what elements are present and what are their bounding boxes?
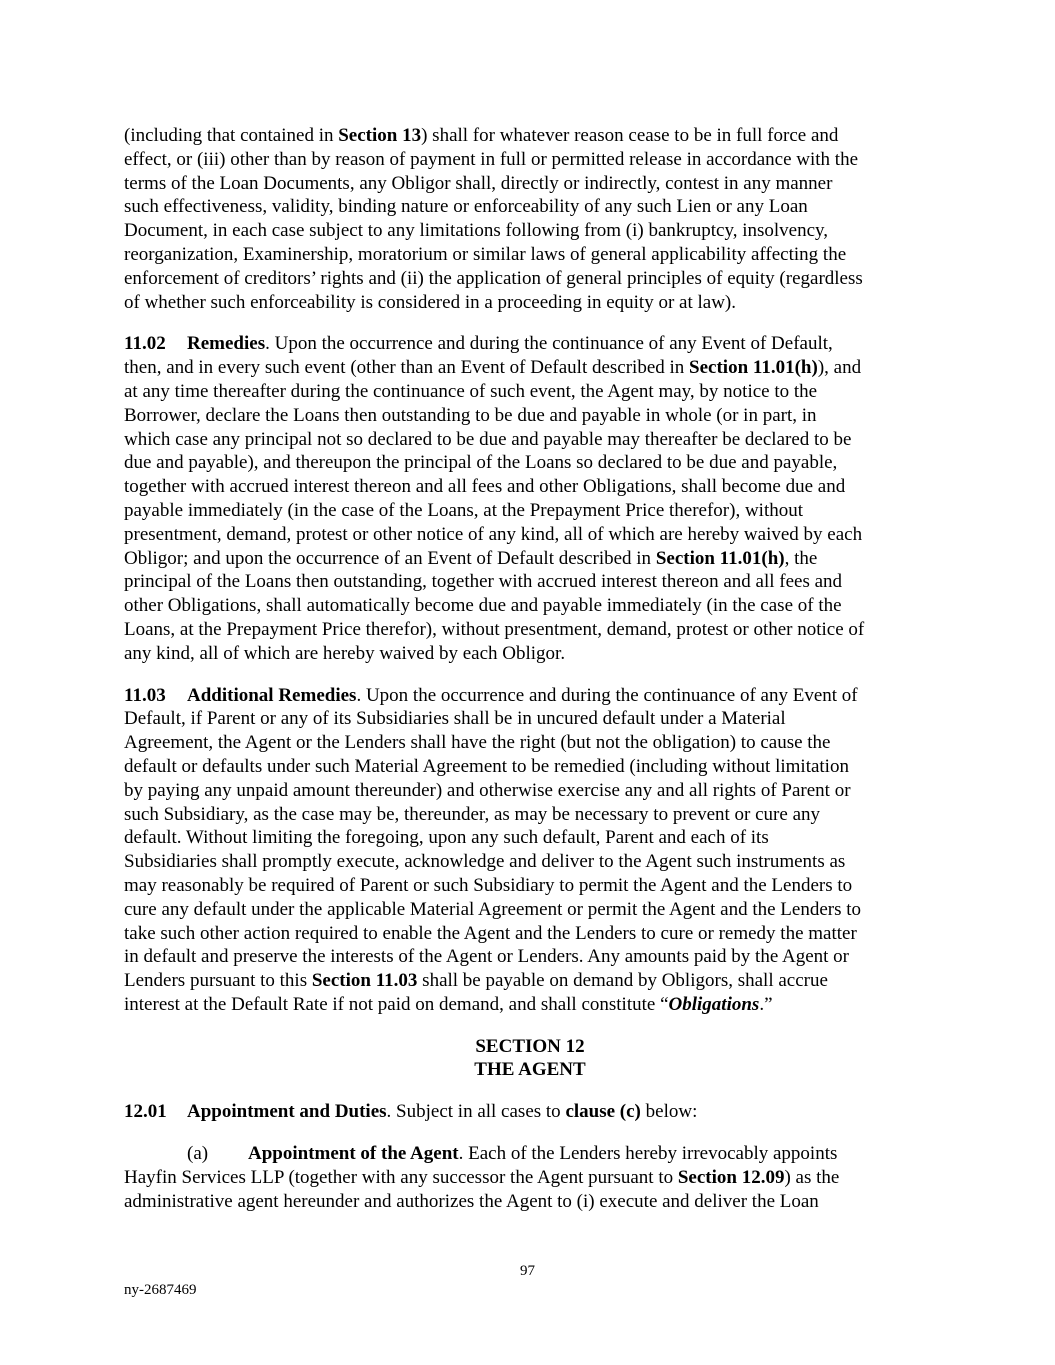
section-title: Remedies (187, 333, 266, 355)
heading-line: THE AGENT (474, 1059, 586, 1081)
document-page (124, 124, 936, 1231)
text-line: cure any default under the applicable Material Agreement or permit the Agent and the Lenders to (124, 898, 862, 920)
section-title: Appointment and Duties (187, 1101, 387, 1123)
text-line: Agreement, the Agent or the Lenders shall have the right (but not the obligation) to cause the (124, 732, 831, 754)
text-line: (including that contained in Section 13) shall for whatever reason cease to be in full force and (124, 125, 839, 146)
text-line: payable immediately (in the case of the Loans, at the Prepayment Price therefor), without (124, 499, 804, 521)
text-line: enforcement of creditors’ rights and (ii) the application of general principles of equity (regardless (124, 267, 863, 289)
text-line: due and payable), and thereupon the principal of the Loans so declared to be due and payable, (124, 452, 838, 474)
section-title: Additional Remedies (187, 684, 357, 706)
text-line: Document, in each case subject to any limitations following from (i) bankruptcy, insolvency, (124, 220, 829, 242)
section-12-01-a-paragraph (124, 1142, 936, 1213)
text-line: may reasonably be required of Parent or such Subsidiary to permit the Agent and the Lenders to (124, 874, 853, 896)
text-line: Borrower, declare the Loans then outstanding to be due and payable in whole (or in part, in (124, 404, 817, 426)
text-line: presentment, demand, protest or other notice of any kind, all of which are hereby waived by each (124, 523, 863, 545)
subclause-label: (a) (187, 1143, 209, 1165)
section-12-01-paragraph (124, 1100, 936, 1124)
text-line: 11.02 Remedies. Upon the occurrence and during the continuance of any Event of Default, (124, 333, 833, 355)
text-line: of whether such enforceability is considered in a proceeding in equity or at law). (124, 291, 737, 313)
text-line: Default, if Parent or any of its Subsidiaries shall be in uncured default under a Material (124, 708, 786, 730)
text-line: Loans, at the Prepayment Price therefor), without presentment, demand, protest or other notice of (124, 618, 865, 640)
section-12-heading (124, 1035, 936, 1083)
text-line: reorganization, Examinership, moratorium or similar laws of general applicability affecting the (124, 243, 847, 265)
text-line: administrative agent hereunder and authorizes the Agent to (i) execute and deliver the Loan (124, 1190, 819, 1212)
text-line: Lenders pursuant to this Section 11.03 shall be payable on demand by Obligors, shall accrue (124, 970, 828, 992)
text-line: other Obligations, shall automatically become due and payable immediately (in the case of the (124, 595, 842, 617)
section-reference: Section 13 (338, 125, 422, 146)
text-line: Subsidiaries shall promptly execute, acknowledge and deliver to the Agent such instruments as (124, 851, 846, 873)
text-line: in default and preserve the interests of the Agent or Lenders. Any amounts paid by the Agent or (124, 946, 849, 968)
text-line: then, and in every such event (other than an Event of Default described in Section 11.01(h)), and (124, 357, 862, 379)
clause-reference: clause (c) (565, 1101, 641, 1123)
section-reference: Section 12.09 (677, 1166, 785, 1188)
document-id: ny-2687469 (124, 1282, 197, 1298)
text-line: effect, or (iii) other than by reason of payment in full or permitted release in accordance with the (124, 148, 859, 170)
text-line: such effectiveness, validity, binding nature or enforceability of any such Lien or any Loan (124, 196, 808, 218)
subclause-title: Appointment of the Agent (248, 1143, 459, 1165)
defined-term: Obligations (668, 993, 760, 1015)
text-line: any kind, all of which are hereby waived by each Obligor. (124, 642, 566, 664)
text-line: default or defaults under such Material Agreement to be remedied (including without limitation (124, 755, 849, 777)
text-line: together with accrued interest thereon and all fees and other Obligations, shall become due and (124, 476, 846, 498)
section-reference: Section 11.03 (311, 970, 418, 992)
section-11-02-paragraph (124, 332, 936, 665)
text-line: principal of the Loans then outstanding, together with accrued interest thereon and all fees and (124, 571, 843, 593)
section-reference: Section 11.01(h) (689, 357, 818, 379)
text-line: by paying any unpaid amount thereunder) and otherwise exercise any and all rights of Parent or (124, 779, 851, 801)
text-line: 11.03 Additional Remedies. Upon the occurrence and during the continuance of any Event of (124, 684, 858, 706)
section-number: 12.01 (124, 1101, 167, 1123)
section-reference: Section 11.01(h) (655, 547, 785, 569)
section-11-03-paragraph (124, 684, 936, 1017)
text-line: which case any principal not so declared to be due and payable may thereafter be declared to be (124, 428, 852, 450)
text-line: 12.01 Appointment and Duties. Subject in all cases to clause (c) below: (124, 1101, 698, 1123)
text-line: terms of the Loan Documents, any Obligor shall, directly or indirectly, contest in any manner (124, 172, 833, 194)
text-line: take such other action required to enable the Agent and the Lenders to cure or remedy the matter (124, 922, 857, 944)
page-number: 97 (520, 1263, 535, 1279)
text-line: Obligor; and upon the occurrence of an Event of Default described in Section 11.01(h), the (124, 547, 818, 569)
text-line: (a) Appointment of the Agent. Each of the Lenders hereby irrevocably appoints (187, 1143, 838, 1165)
section-number: 11.03 (124, 684, 166, 706)
text-line: interest at the Default Rate if not paid on demand, and shall constitute “Obligations.” (124, 993, 773, 1015)
text-line: at any time thereafter during the continuance of such event, the Agent may, by notice to the (124, 380, 818, 402)
text-line: default. Without limiting the foregoing, upon any such default, Parent and each of its (124, 827, 769, 849)
section-number: 11.02 (124, 333, 166, 355)
heading-line: SECTION 12 (475, 1035, 585, 1057)
text-line: such Subsidiary, as the case may be, thereunder, as may be necessary to prevent or cure any (124, 803, 820, 825)
text-line: Hayfin Services LLP (together with any successor the Agent pursuant to Section 12.09) as the (124, 1166, 840, 1188)
intro-paragraph (124, 124, 936, 314)
